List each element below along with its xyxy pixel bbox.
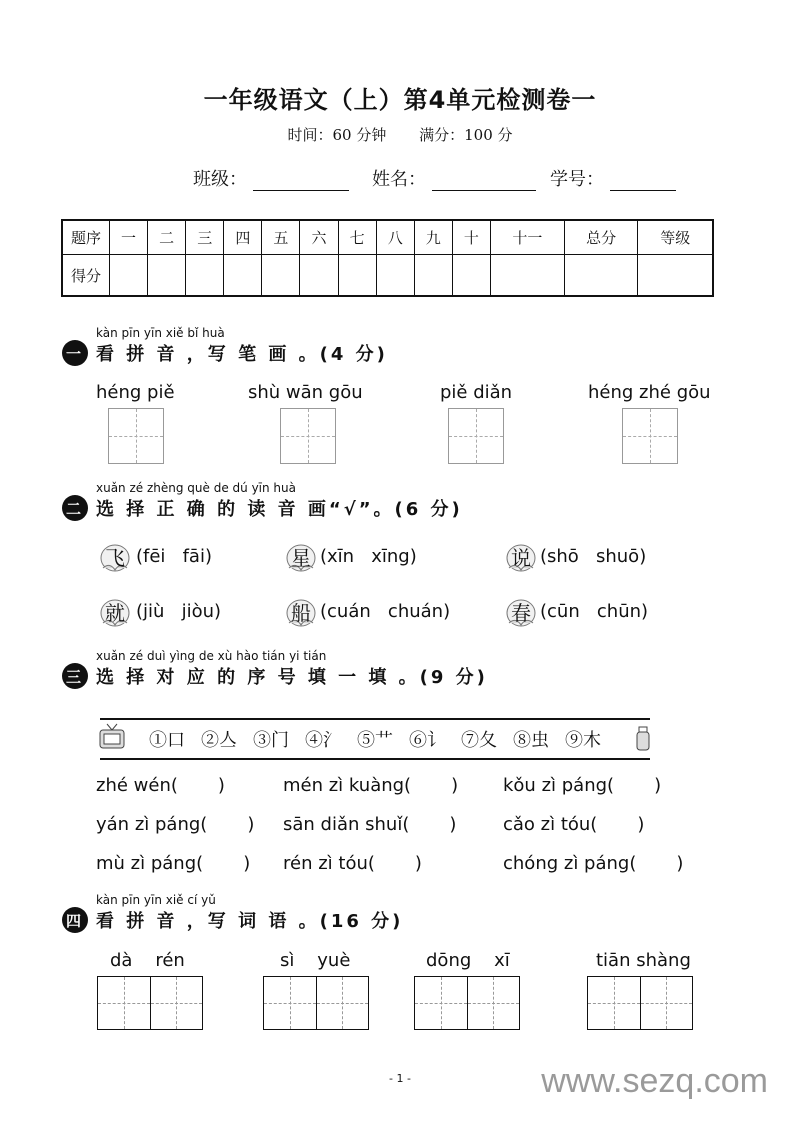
fill-item[interactable]: chóng zì páng( )	[503, 853, 684, 874]
radical-option: ①口	[149, 730, 185, 751]
number-blank[interactable]	[610, 170, 676, 191]
score-table-header-row	[62, 220, 713, 255]
reading-options[interactable]: (xīn xīng)	[320, 546, 417, 567]
word-writing-box[interactable]	[587, 976, 693, 1030]
fill-item[interactable]: yán zì páng( )	[96, 814, 255, 835]
col-head: 七	[338, 220, 376, 255]
radical-options-banner	[100, 718, 650, 760]
section3-pinyin: xuǎn zé duì yìng de xù hào tián yi tián	[96, 649, 327, 663]
name-blank[interactable]	[432, 170, 536, 191]
section4-title: 看 拼 音 ，写 词 语 。(16 分)	[96, 911, 404, 932]
radical-option: ⑥讠	[409, 730, 445, 751]
name-label: 姓名：	[372, 169, 426, 190]
fill-item[interactable]: zhé wén( )	[96, 775, 225, 796]
score-cell[interactable]	[110, 255, 148, 297]
class-field[interactable]	[193, 165, 349, 191]
name-field[interactable]	[372, 165, 536, 191]
writing-box[interactable]	[448, 408, 504, 464]
stroke-label: shù wān gōu	[248, 382, 363, 403]
col-head: 二	[148, 220, 186, 255]
score-cell[interactable]	[300, 255, 338, 297]
reading-options[interactable]: (shō shuō)	[540, 546, 647, 567]
radical-option: ⑧虫	[513, 730, 549, 751]
col-head: 四	[224, 220, 262, 255]
peach-icon	[98, 595, 132, 629]
col-head: 六	[300, 220, 338, 255]
reading-options[interactable]: (cuán chuán)	[320, 601, 451, 622]
bottle-icon	[630, 724, 656, 758]
word-writing-box[interactable]	[414, 976, 520, 1030]
char: 飞	[105, 546, 125, 570]
word-pinyin: dà rén	[110, 950, 185, 971]
col-head: 五	[262, 220, 300, 255]
stroke-label: héng zhé gōu	[588, 382, 711, 403]
char: 春	[511, 601, 531, 625]
peach-icon	[504, 540, 538, 574]
score-cell[interactable]	[262, 255, 300, 297]
radical-option: ⑦夂	[461, 730, 497, 751]
score-cell[interactable]	[564, 255, 638, 297]
char: 就	[105, 601, 125, 625]
row-head: 得分	[62, 255, 110, 297]
col-head: 十	[452, 220, 490, 255]
page-number: - 1 -	[389, 1072, 411, 1085]
reading-options[interactable]: (jiù jiòu)	[136, 601, 222, 622]
section2-number: 二	[62, 495, 88, 521]
section1-pinyin: kàn pīn yīn xiě bǐ huà	[96, 326, 225, 340]
col-head: 十一	[490, 220, 564, 255]
score-cell[interactable]	[186, 255, 224, 297]
col-head: 一	[110, 220, 148, 255]
radical-option: ②亼	[201, 730, 237, 751]
section3-title: 选 择 对 应 的 序 号 填 一 填 。(9 分)	[96, 667, 488, 688]
writing-box[interactable]	[108, 408, 164, 464]
exam-meta	[0, 124, 800, 145]
writing-box[interactable]	[622, 408, 678, 464]
word-pinyin: dōng xī	[426, 950, 510, 971]
fill-item[interactable]: mén zì kuàng( )	[283, 775, 459, 796]
col-head: 总分	[564, 220, 638, 255]
fill-item[interactable]: cǎo zì tóu( )	[503, 814, 645, 835]
score-cell[interactable]	[452, 255, 490, 297]
section3-heading	[62, 663, 488, 689]
fill-item[interactable]: kǒu zì páng( )	[503, 775, 662, 796]
score-cell[interactable]	[224, 255, 262, 297]
section1-number: 一	[62, 340, 88, 366]
char: 说	[511, 546, 531, 570]
section2-pinyin: xuǎn zé zhèng què de dú yīn huà	[96, 481, 296, 495]
full-score-label: 满分：100 分	[419, 126, 513, 144]
radical-option: ④氵	[305, 730, 341, 751]
reading-options[interactable]: (cūn chūn)	[540, 601, 649, 622]
class-label: 班级：	[193, 169, 247, 190]
char: 星	[291, 546, 311, 570]
radical-option: ⑨木	[565, 730, 601, 751]
number-field[interactable]	[550, 165, 676, 191]
section1-heading	[62, 340, 388, 366]
section2-title: 选 择 正 确 的 读 音 画“√”。(6 分)	[96, 499, 463, 520]
fill-item[interactable]: sān diǎn shuǐ( )	[283, 814, 457, 835]
word-pinyin: sì yuè	[280, 950, 351, 971]
peach-icon	[98, 540, 132, 574]
time-label: 时间：60 分钟	[287, 126, 387, 144]
score-cell[interactable]	[414, 255, 452, 297]
score-cell[interactable]	[376, 255, 414, 297]
score-cell[interactable]	[638, 255, 713, 297]
score-table	[61, 219, 714, 297]
stroke-label: héng piě	[96, 382, 175, 403]
peach-icon	[284, 595, 318, 629]
word-writing-box[interactable]	[97, 976, 203, 1030]
col-head: 三	[186, 220, 224, 255]
section4-pinyin: kàn pīn yīn xiě cí yǔ	[96, 893, 216, 907]
number-label: 学号：	[550, 169, 604, 190]
col-head: 等级	[638, 220, 713, 255]
section3-number: 三	[62, 663, 88, 689]
section2-heading	[62, 495, 463, 521]
radical-option: ⑤艹	[357, 730, 393, 751]
peach-icon	[284, 540, 318, 574]
score-cell[interactable]	[490, 255, 564, 297]
word-writing-box[interactable]	[263, 976, 369, 1030]
reading-options[interactable]: (fēi fāi)	[136, 546, 212, 567]
word-pinyin: tiān shàng	[596, 950, 691, 971]
score-table-score-row	[62, 255, 713, 297]
fill-item[interactable]: rén zì tóu( )	[283, 853, 422, 874]
col-head: 八	[376, 220, 414, 255]
row-head: 题序	[62, 220, 110, 255]
score-cell[interactable]	[338, 255, 376, 297]
radical-option: ③门	[253, 730, 289, 751]
page-title: 一年级语文（上）第4单元检测卷一	[203, 86, 597, 114]
col-head: 九	[414, 220, 452, 255]
stroke-label: piě diǎn	[440, 382, 513, 403]
peach-icon	[504, 595, 538, 629]
char: 船	[291, 601, 311, 625]
section1-title: 看 拼 音 ，写 笔 画 。(4 分)	[96, 344, 388, 365]
section4-heading	[62, 907, 403, 933]
writing-box[interactable]	[280, 408, 336, 464]
section4-number: 四	[62, 907, 88, 933]
fill-item[interactable]: mù zì páng( )	[96, 853, 251, 874]
score-cell[interactable]	[148, 255, 186, 297]
class-blank[interactable]	[253, 170, 349, 191]
watermark: www.sezq.com	[541, 1062, 768, 1100]
